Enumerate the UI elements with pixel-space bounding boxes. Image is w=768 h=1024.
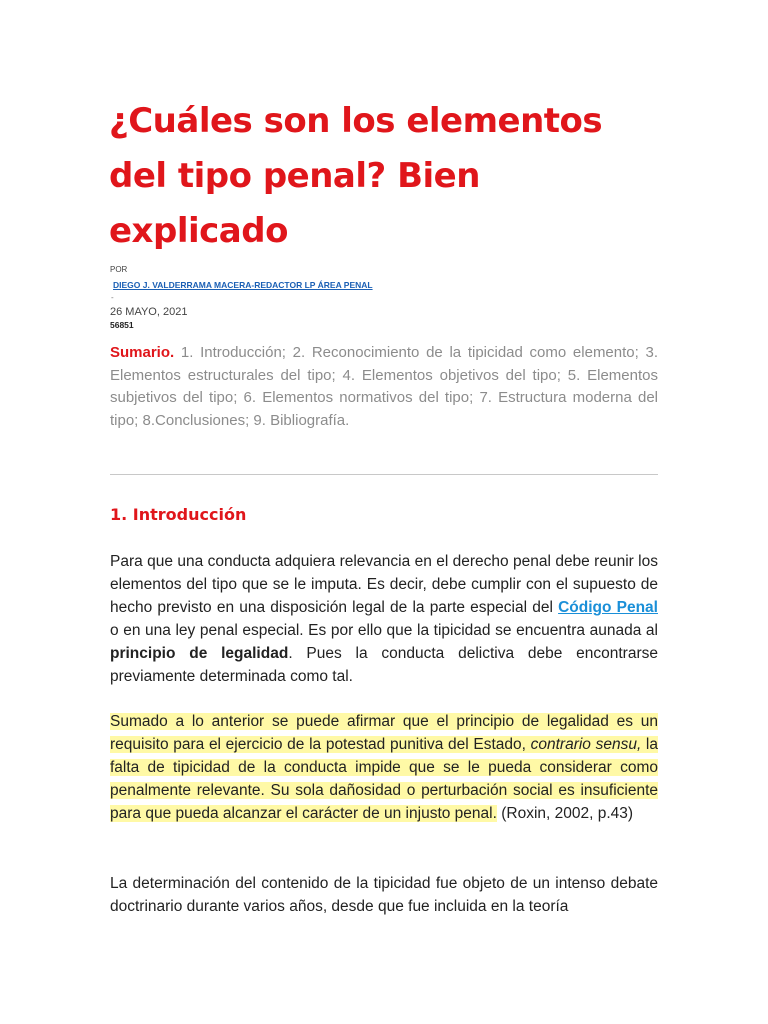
principio-legalidad-bold: principio de legalidad bbox=[110, 645, 289, 662]
paragraph-1-text-b: o en una ley penal especial. Es por ello que la tipicidad se encuentra aunada al bbox=[110, 622, 658, 639]
summary bbox=[110, 342, 658, 432]
highlight-text-b: la falta de tipicidad de la conducta impide que se le pueda considerar como penalmente relevante. Su sola dañosidad o perturbación social es insuficiente para que pueda alcanzar el carácter de un injusto penal. bbox=[110, 736, 658, 822]
paragraph-1 bbox=[110, 550, 658, 688]
codigo-penal-link[interactable]: Código Penal bbox=[558, 599, 658, 616]
author-link[interactable]: DIEGO J. VALDERRAMA MACERA-REDACTOR LP ÁREA PENAL bbox=[113, 280, 373, 290]
paragraph-2-highlighted bbox=[110, 710, 658, 825]
publish-date: 26 MAYO, 2021 bbox=[110, 306, 188, 318]
section-heading-introduccion: 1. Introducción bbox=[110, 505, 247, 524]
highlight-text-a: Sumado a lo anterior se puede afirmar que el principio de legalidad es un requisito para el ejercicio de la potestad punitiva del Estado, bbox=[110, 713, 658, 753]
highlight-italic: contrario sensu, bbox=[530, 736, 642, 753]
summary-label: Sumario. bbox=[110, 344, 175, 361]
paragraph-1-text-a: Para que una conducta adquiera relevancia en el derecho penal debe reunir los elementos del tipo que se le imputa. Es decir, debe cumplir con el supuesto de hecho previsto en una disposición legal de la parte especial del bbox=[110, 553, 658, 616]
paragraph-1-text-c: . Pues la conducta delictiva debe encontrarse previamente determinada como tal. bbox=[110, 645, 658, 685]
view-count: 56851 bbox=[110, 320, 134, 330]
byline-label: POR bbox=[110, 265, 128, 274]
citation: (Roxin, 2002, p.43) bbox=[496, 805, 634, 822]
byline-separator: - bbox=[111, 293, 114, 302]
paragraph-3: La determinación del contenido de la tipicidad fue objeto de un intenso debate doctrinario durante varios años, desde que fue incluida en la teoría bbox=[110, 875, 658, 915]
section-divider bbox=[110, 474, 658, 475]
summary-text: 1. Introducción; 2. Reconocimiento de la tipicidad como elemento; 3. Elementos estructurales del tipo; 4. Elementos objetivos del tipo; 5. Elementos subjetivos del tipo; 6. Elementos normativos del tipo; 7. Estructura moderna del tipo; 8.Conclusiones; 9. Bibliografía. bbox=[110, 344, 658, 429]
article-title: ¿Cuáles son los elementos del tipo penal? Bien explicado bbox=[109, 101, 603, 251]
